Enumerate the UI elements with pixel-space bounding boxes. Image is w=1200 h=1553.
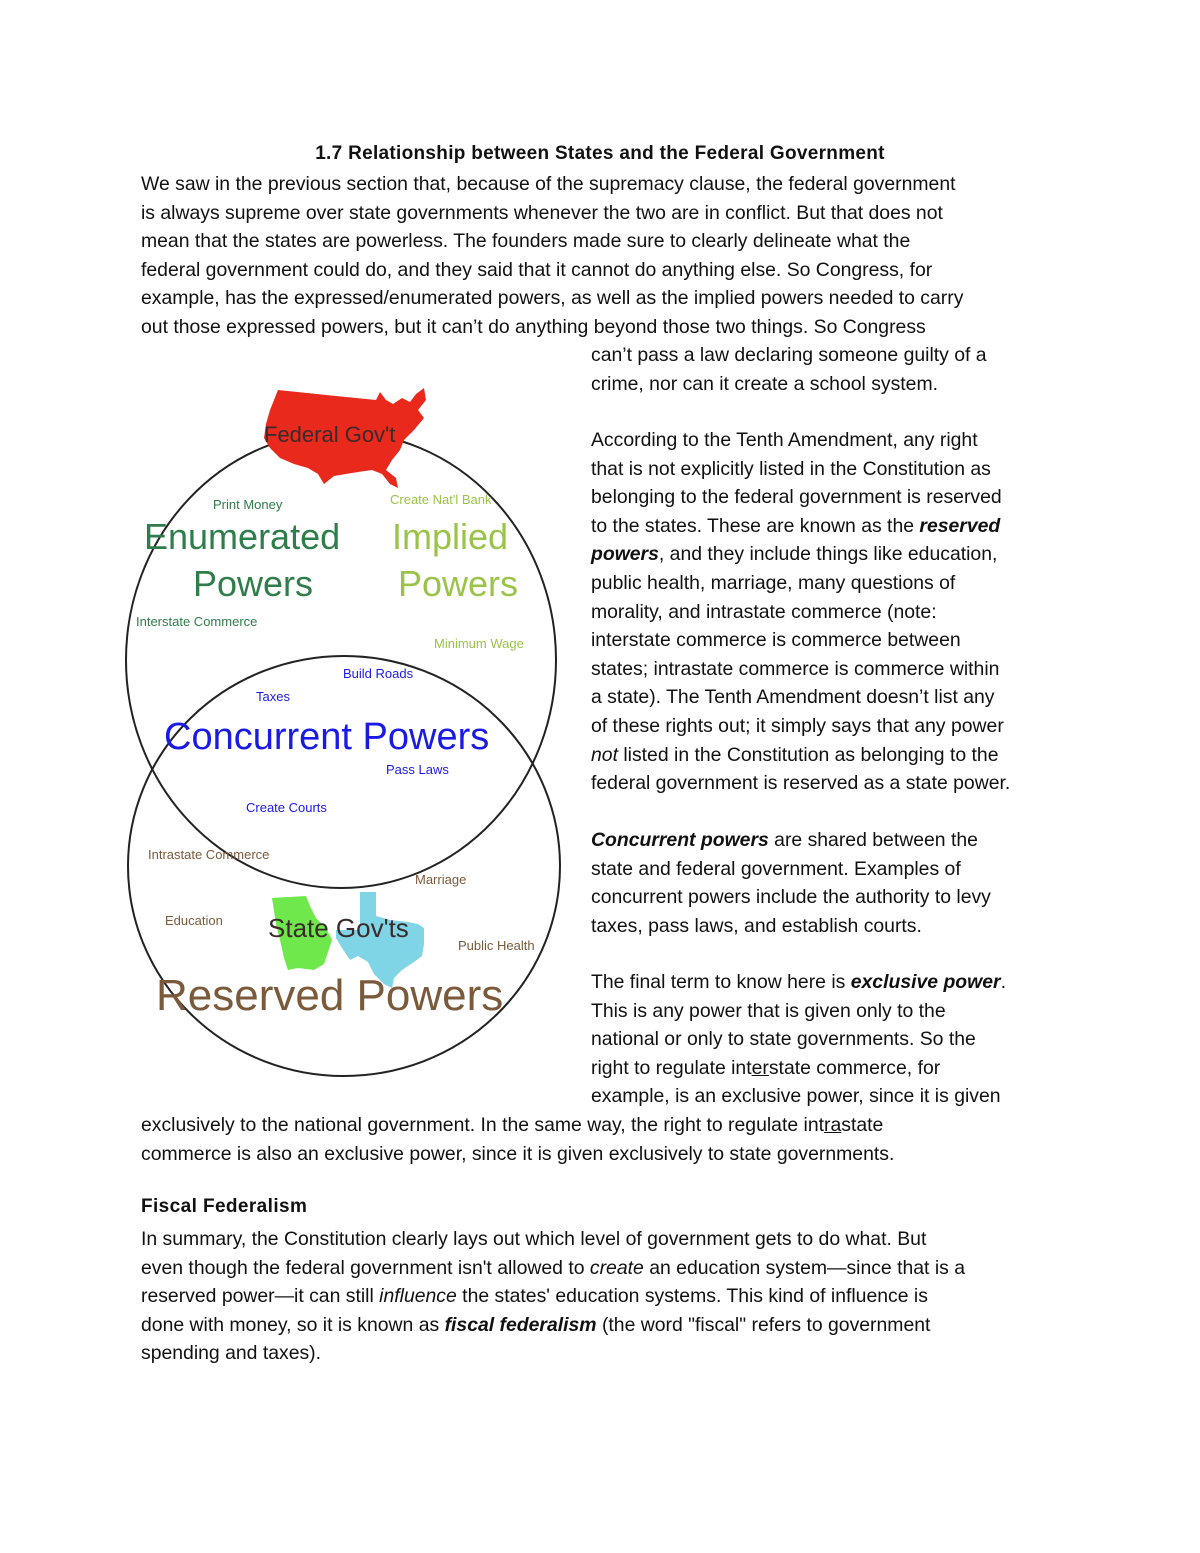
concurrent-term: Concurrent powers [591, 829, 769, 851]
paragraph-line: reserved power—it can still influence the states' education systems. This kind of influence is [141, 1285, 928, 1308]
exclusive-paragraph-continued [141, 1111, 1071, 1168]
emphasis-influence: influence [379, 1285, 457, 1308]
state-govts-label: State Gov'ts [268, 913, 409, 943]
paragraph-line: even though the federal government isn't allowed to create an education system—since that is a [141, 1256, 965, 1279]
exclusive-paragraph [591, 968, 1071, 1111]
paragraph-line: concurrent powers include the authority to levy [591, 886, 991, 909]
paragraph-line: exclusively to the national government. In the same way, the right to regulate intrastate [141, 1114, 884, 1136]
example-public-health: Public Health [458, 938, 535, 953]
intro-line: out those expressed powers, but it can’t do anything beyond those two things. So Congress [141, 315, 926, 338]
enumerated-label: Enumerated [144, 516, 341, 557]
paragraph-line: commerce is also an exclusive power, since it is given exclusively to state governments. [141, 1142, 895, 1165]
paragraph-line: interstate commerce is commerce between [591, 629, 961, 652]
paragraph-line: done with money, so it is known as fiscal federalism (the word "fiscal" refers to government [141, 1313, 931, 1336]
emphasis-create: create [589, 1256, 644, 1279]
emphasis-not: not [591, 743, 618, 766]
reserved-term: powers [591, 543, 659, 566]
paragraph-line: of these rights out; it simply says that any power [591, 714, 1004, 737]
reserved-powers-label: Reserved Powers [156, 971, 504, 1020]
paragraph-line: public health, marriage, many questions of [591, 571, 956, 594]
paragraph-line: spending and taxes). [141, 1342, 322, 1365]
implied-label: Implied [392, 516, 509, 557]
paragraph-line: federal government is reserved as a state power. [591, 772, 1011, 795]
intro-line: example, has the expressed/enumerated powers, as well as the implied powers needed to carry [141, 287, 964, 310]
example-minimum-wage: Minimum Wage [434, 636, 524, 651]
paragraph-line: a state). The Tenth Amendment doesn’t list any [591, 686, 995, 709]
example-interstate-commerce: Interstate Commerce [136, 614, 258, 629]
example-intrastate-commerce: Intrastate Commerce [148, 847, 270, 862]
paragraph-line: states; intrastate commerce is commerce within [591, 657, 1000, 680]
intro-paragraph [141, 170, 1071, 342]
paragraph-line: right to regulate interstate commerce, for [591, 1056, 941, 1079]
example-print-money: Print Money [213, 497, 283, 512]
paragraph-line: state and federal government. Examples of [591, 857, 961, 880]
paragraph-line: not listed in the Constitution as belonging to the [591, 743, 999, 766]
paragraph-line: The final term to know here is exclusive power. [591, 971, 1006, 993]
example-education: Education [165, 913, 223, 928]
federal-gov-label: Federal Gov't [264, 422, 396, 447]
example-create-bank: Create Nat'l Bank [390, 492, 492, 507]
intro-continuation [591, 341, 1071, 398]
reserved-term: reserved [919, 514, 1001, 537]
paragraph-line: example, is an exclusive power, since it is given [591, 1085, 1001, 1108]
paragraph-line: national or only to state governments. So the [591, 1028, 976, 1051]
federal-circle [126, 432, 556, 888]
paragraph-line: Concurrent powers are shared between the [591, 829, 978, 851]
intro-line: We saw in the previous section that, because of the supremacy clause, the federal government [141, 173, 956, 195]
intro-line: crime, nor can it create a school system. [591, 372, 939, 395]
paragraph-line: that is not explicitly listed in the Constitution as [591, 457, 991, 480]
concurrent-powers-label: Concurrent Powers [164, 716, 490, 758]
section-heading-fiscal-federalism: Fiscal Federalism [141, 1196, 308, 1217]
paragraph-line: powers, and they include things like education, [591, 543, 998, 566]
paragraph-line: to the states. These are known as the reserved [591, 514, 1001, 537]
intro-line: is always supreme over state governments whenever the two are in conflict. But that does not [141, 201, 943, 224]
underlined-er: er [751, 1056, 769, 1079]
paragraph-line: taxes, pass laws, and establish courts. [591, 914, 922, 937]
example-build-roads: Build Roads [343, 666, 414, 681]
tenth-amendment-paragraph [591, 426, 1071, 798]
example-taxes: Taxes [256, 689, 290, 704]
concurrent-paragraph [591, 826, 1071, 940]
fiscal-paragraph [141, 1225, 1071, 1368]
example-pass-laws: Pass Laws [386, 762, 449, 777]
intro-line: can’t pass a law declaring someone guilty of a [591, 344, 987, 366]
enumerated-powers-label: Powers [193, 563, 314, 604]
intro-line: mean that the states are powerless. The founders made sure to clearly delineate what the [141, 230, 911, 253]
implied-powers-label: Powers [398, 563, 519, 604]
paragraph-line: morality, and intrastate commerce (note: [591, 600, 937, 623]
fiscal-federalism-term: fiscal federalism [444, 1313, 597, 1336]
example-marriage: Marriage [415, 872, 467, 887]
paragraph-line: belonging to the federal government is reserved [591, 486, 1002, 509]
intro-line: federal government could do, and they said that it cannot do anything else. So Congress, for [141, 258, 933, 281]
paragraph-line: This is any power that is given only to the [591, 999, 946, 1022]
exclusive-term: exclusive power [850, 971, 1001, 993]
paragraph-line: In summary, the Constitution clearly lays out which level of government gets to do what. But [141, 1228, 927, 1250]
paragraph-line: According to the Tenth Amendment, any right [591, 429, 978, 451]
example-create-courts: Create Courts [246, 800, 327, 815]
powers-venn-diagram [118, 378, 568, 1088]
underlined-ra: ra [824, 1114, 842, 1136]
page-title: 1.7 Relationship between States and the Federal Government [315, 143, 885, 164]
